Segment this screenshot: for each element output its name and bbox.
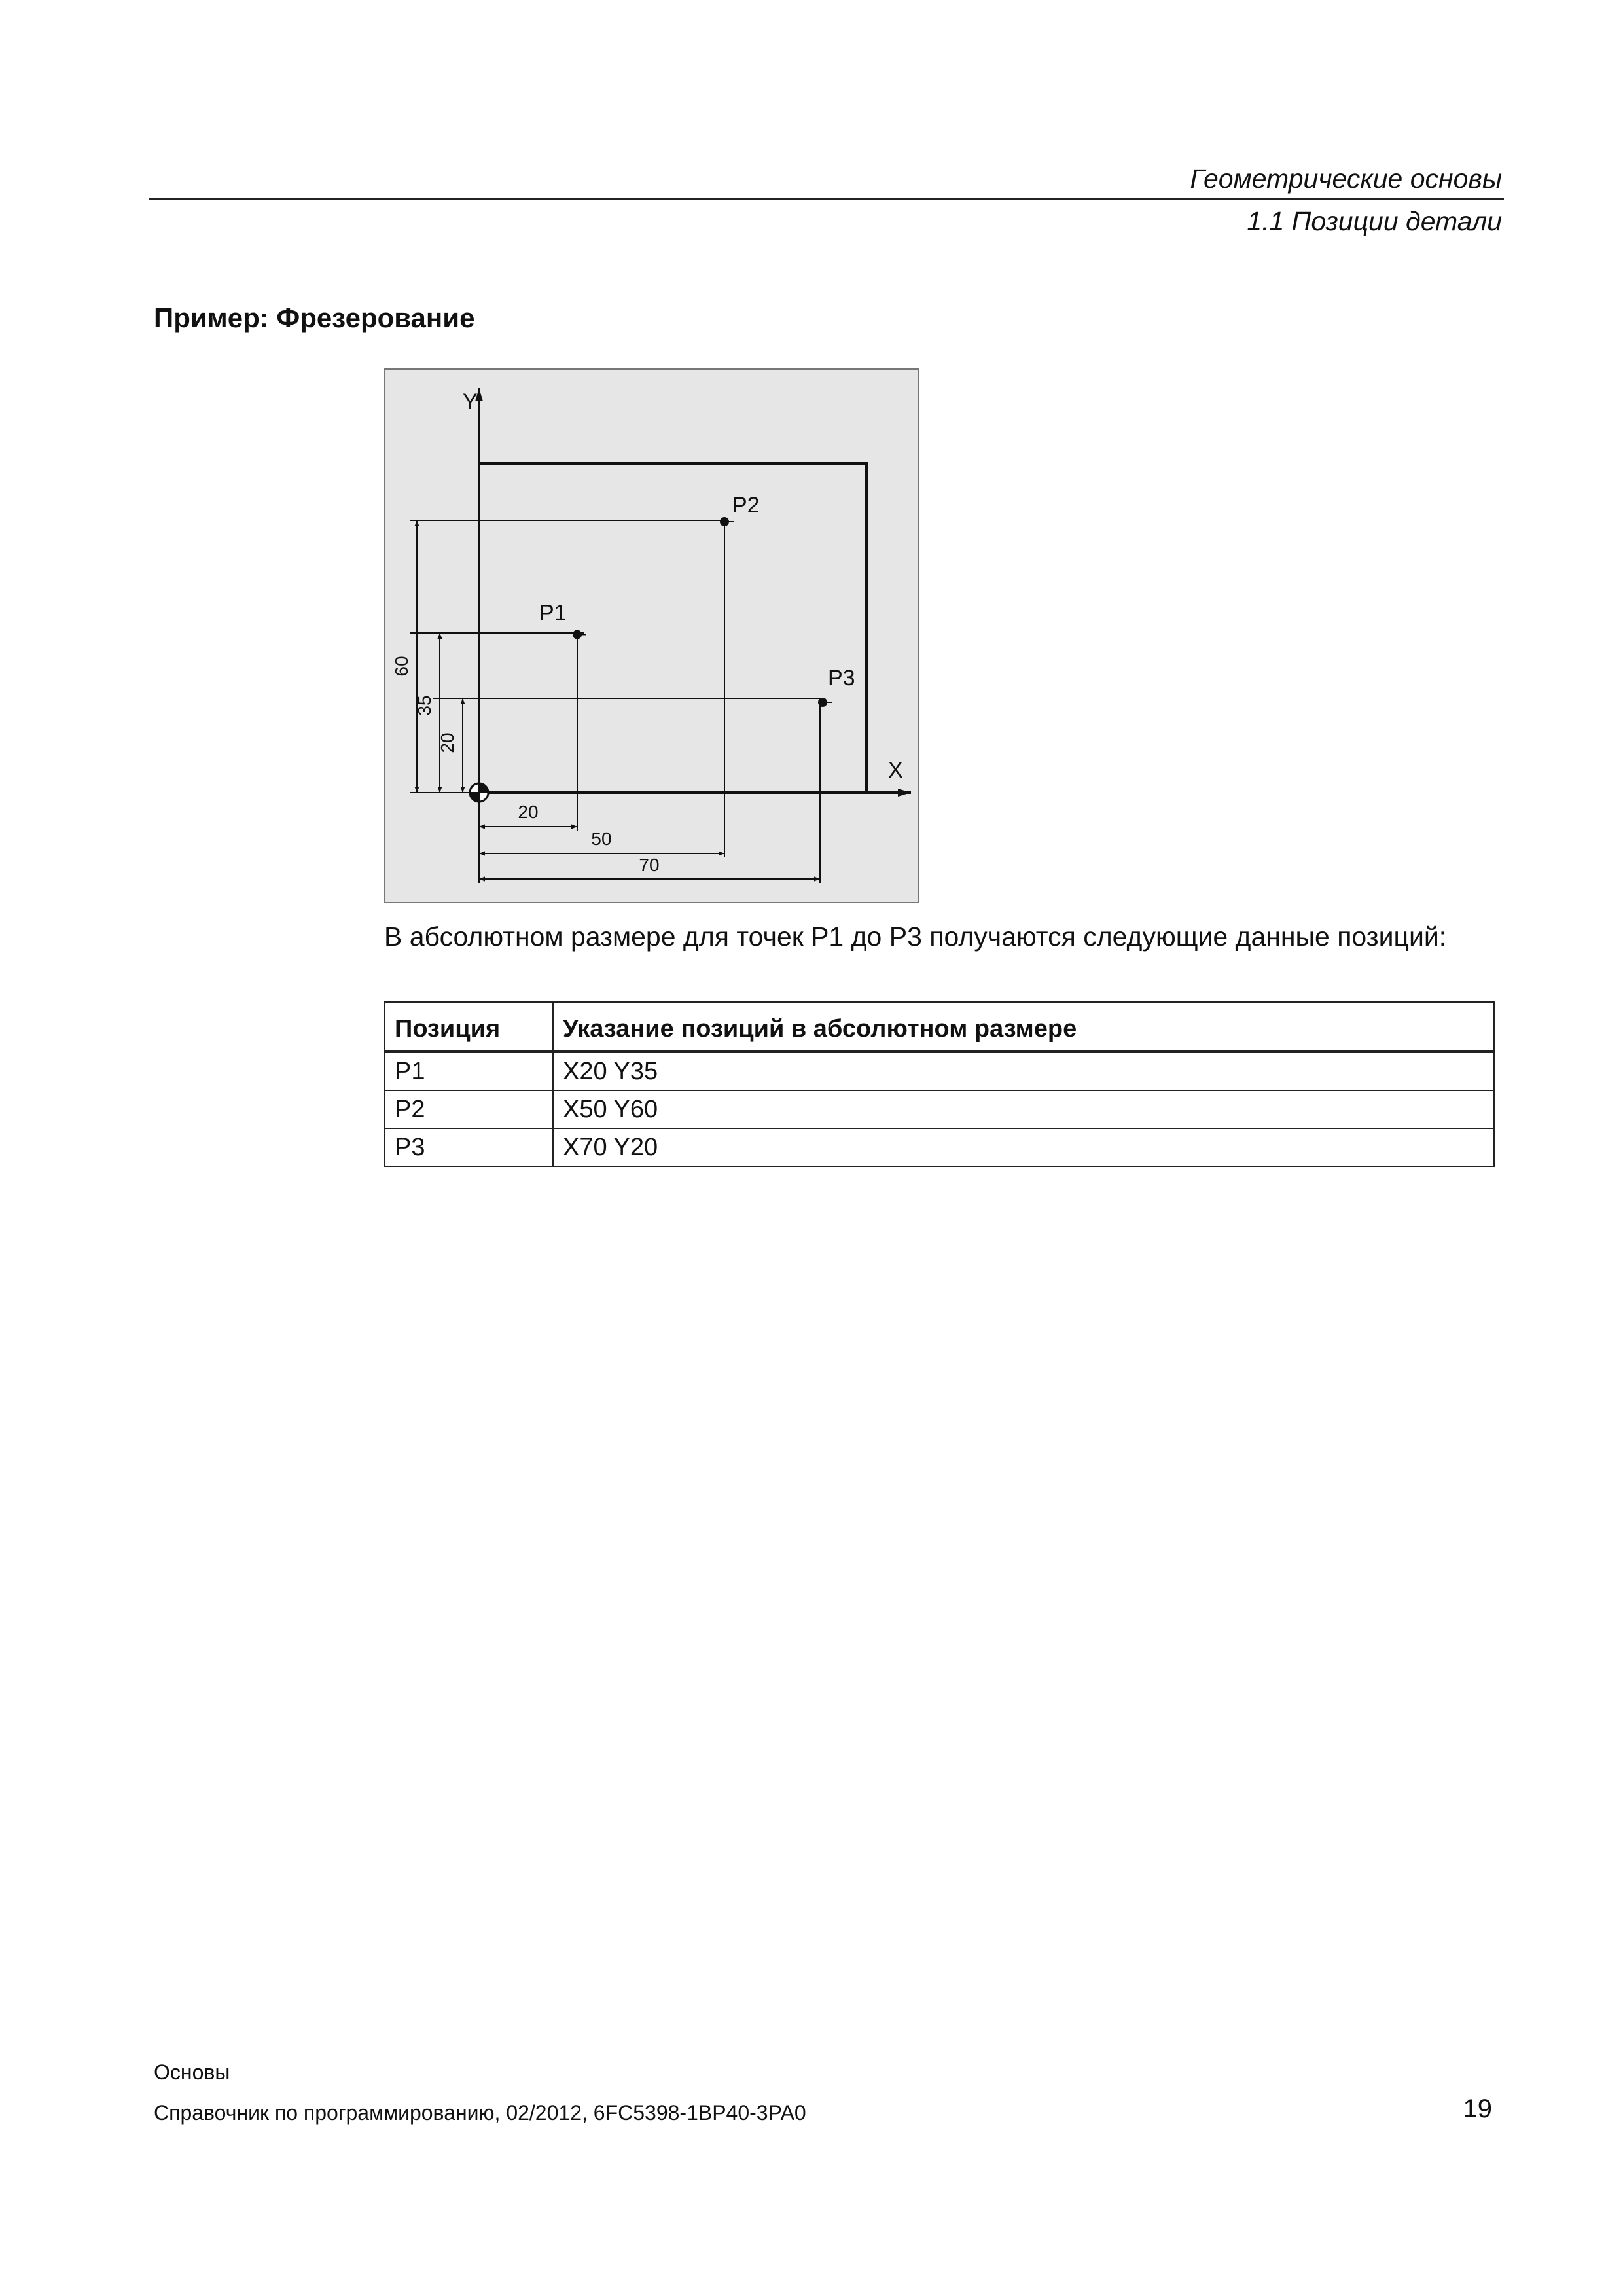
point-label-p1: P1 (539, 600, 567, 626)
x-axis-label: X (888, 758, 903, 783)
dimension-x-label-70: 70 (639, 855, 660, 875)
table-cell-position: P2 (385, 1090, 553, 1128)
table-row (385, 1128, 1494, 1166)
table-cell-position: P1 (385, 1052, 553, 1091)
header-rule (149, 198, 1504, 200)
footer-manual: Основы (154, 2060, 230, 2084)
page-number: 19 (1463, 2094, 1492, 2123)
milling-figure (384, 368, 919, 903)
point-label-p3: P3 (828, 666, 855, 691)
table-cell-coordinates: X50 Y60 (553, 1090, 1494, 1128)
dimension-x-label-50: 50 (591, 829, 612, 849)
table-row (385, 1052, 1494, 1091)
dimension-y-label-35: 35 (414, 695, 435, 716)
coordinate-diagram (384, 368, 919, 903)
header-title: Геометрические основы (1190, 164, 1502, 194)
footer-reference: Справочник по программированию, 02/2012, 6FC5398-1BP40-3PA0 (154, 2101, 806, 2125)
table-cell-coordinates: X70 Y20 (553, 1128, 1494, 1166)
positions-table (384, 1001, 1495, 1167)
dimension-y-label-20: 20 (437, 732, 457, 753)
table-cell-coordinates: X20 Y35 (553, 1052, 1494, 1091)
dimension-x-label-20: 20 (518, 802, 539, 822)
table-row (385, 1090, 1494, 1128)
figure-background (385, 369, 919, 903)
table-cell-position: P3 (385, 1128, 553, 1166)
table-header-row (385, 1002, 1494, 1052)
intro-text: В абсолютном размере для точек P1 до P3 получаются следующие данные позиций: (384, 922, 1447, 952)
point-label-p2: P2 (732, 493, 760, 518)
table-header-absolute: Указание позиций в абсолютном размере (553, 1002, 1494, 1052)
header-subtitle: 1.1 Позиции детали (1247, 206, 1502, 236)
table-header-position: Позиция (385, 1002, 553, 1052)
dimension-y-label-60: 60 (391, 656, 412, 677)
y-axis-label: Y (463, 389, 478, 414)
section-heading: Пример: Фрезерование (154, 302, 475, 333)
